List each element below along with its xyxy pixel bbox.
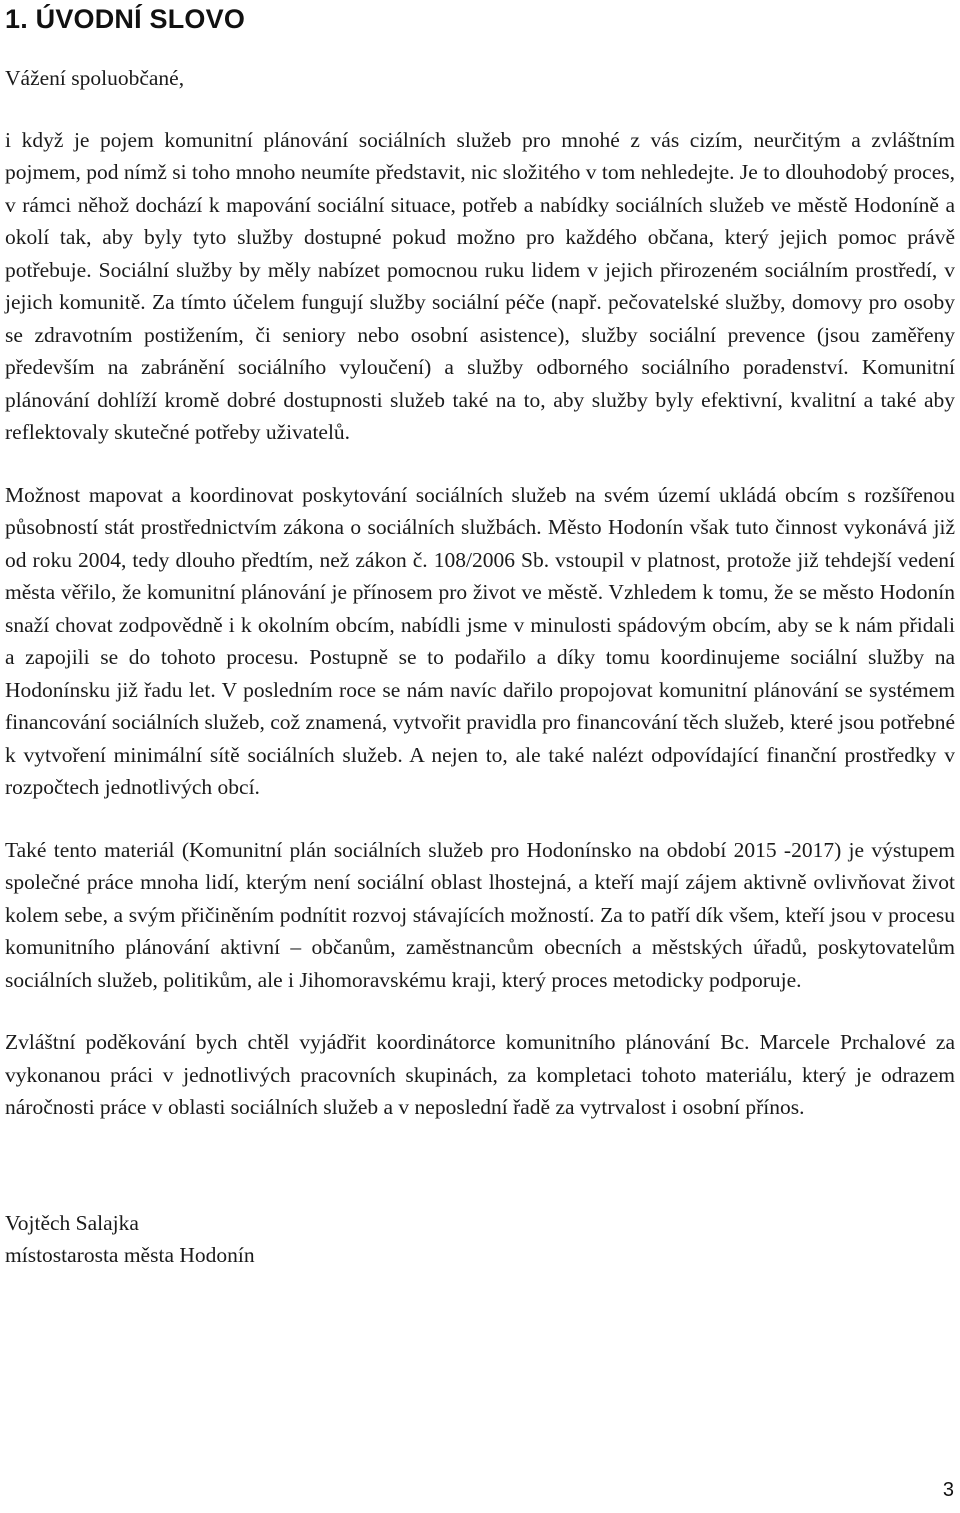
paragraph-thanks: Zvláštní poděkování bych chtěl vyjádřit koordinátorce komunitního plánování Bc. Marcele Prchalové za vykonanou práci v jednotlivých pracovních skupinách, za kompletaci tohoto materiálu, který je odrazem náročnosti práce v oblasti sociálních služeb a v neposlední řadě za vytrvalost i osobní přínos. xyxy=(5,1030,955,1119)
paragraph-material: Také tento materiál (Komunitní plán sociálních služeb pro Hodonínsko na období 2015 -2017) je výstupem společné práce mnoha lidí, kterým není sociální oblast lhostejná, a kteří mají zájem aktivně ovlivňovat život kolem sebe, a svým přičiněním podnítit rozvoj stávajících možností. Za to patří dík všem, kteří jsou v procesu komunitního plánování aktivní – občanům, zaměstnancům obecních a městských úřadů, poskytovatelům sociálních služeb, politikům, ale i Jihomoravskému kraji, který proces metodicky podporuje. xyxy=(5,837,955,992)
page-number: 3 xyxy=(942,1479,954,1501)
salutation: Vážení spoluobčané, xyxy=(5,66,185,90)
paragraph-intro: i když je pojem komunitní plánování sociálních služeb pro mnohé z vás cizím, neurčitým a zvláštním pojmem, pod nímž si toho mnoho neumíte představit, nic složitého v tom nehledejte. Je to dlouhodobý proces, v rámci něhož dochází k mapování sociální situace, potřeb a nabídky sociálních služeb ve městě Hodoníně a okolí tak, aby byly tyto služby dostupné pokud možno pro každého občana, který jejich pomoc právě potřebuje. Sociální služby by měly nabízet pomocnou ruku lidem v jejich přirozeném sociálním prostředí, v jejich komunitě. Za tímto účelem fungují služby sociální péče (např. pečovatelské služby, domovy pro osoby se zdravotním postižením, či seniory nebo osobní asistence), služby sociální prevence (jsou zaměřeny především na zabránění sociálního vyloučení) a služby odborného sociálního poradenství. Komunitní plánování dohlíží kromě dobré dostupnosti služeb také na to, aby služby byly efektivní, kvalitní a také aby reflektovaly skutečné potřeby uživatelů. xyxy=(5,127,955,444)
document-page xyxy=(5,0,955,1272)
signature-title: místostarosta města Hodonín xyxy=(5,1243,255,1267)
signature-block xyxy=(5,1207,955,1272)
paragraph-coordination: Možnost mapovat a koordinovat poskytování sociálních služeb na svém území ukládá obcím s rozšířenou působností stát prostřednictvím zákona o sociálních službách. Město Hodonín však tuto činnost vykonává již od roku 2004, tedy dlouho předtím, než zákon č. 108/2006 Sb. vstoupil v platnost, protože již tehdejší vedení města věřilo, že komunitní plánování je přínosem pro život ve městě. Vzhledem k tomu, že se město Hodonín snaží chovat zodpovědně i k okolním obcím, nabídli jsme v minulosti spádovým obcím, aby se k nám přidali a zapojili se do tohoto procesu. Postupně se to podařilo a díky tomu koordinujeme sociální služby na Hodonínsku již řadu let. V posledním roce se nám navíc dařilo propojovat komunitní plánování se systémem financování sociálních služeb, což znamená, vytvořit pravidla pro financování těch služeb, které jsou potřebné k vytvoření minimální sítě sociálních služeb. A nejen to, ale také nalézt odpovídající finanční prostředky v rozpočtech jednotlivých obcí. xyxy=(5,482,955,799)
section-heading: 1. ÚVODNÍ SLOVO xyxy=(5,4,246,34)
signature-name: Vojtěch Salajka xyxy=(5,1210,139,1235)
